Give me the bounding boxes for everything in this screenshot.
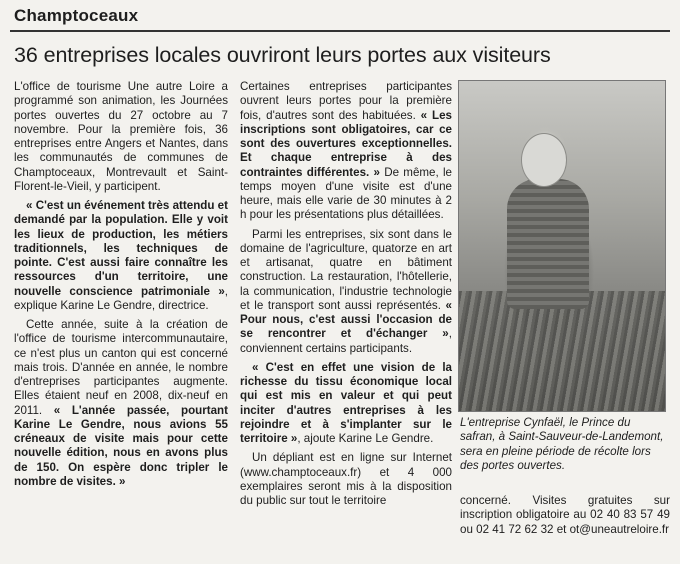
paragraph: Un dépliant est en ligne sur Internet (www.champtoceaux.fr) et 4 000 exemplaires seront mis à la disposition du public sur tout le territoire <box>240 451 452 507</box>
section-heading: Champtoceaux <box>14 6 139 25</box>
paragraph: Certaines entreprises participantes ouvrent leurs portes pour la première fois, d'autres sont des habituées. « Les inscriptions sont obligatoires, car ce sont des ouvertures exceptionnelles. Et chaque entreprise à des contraintes différentes. » De même, le temps moyen d'une visite est d'une heure, mais elle varie de 30 minutes à 2 h pour les présentations plus détaillées. <box>240 80 452 222</box>
photo-caption: L'entreprise Cynfaël, le Prince du safran, à Saint-Sauveur-de-Landemont, sera en pleine période de récolte lors des portes ouvertes. <box>460 416 664 472</box>
photo-person-body <box>507 179 589 309</box>
paragraph: « C'est en effet une vision de la richesse du tissu économique local qui est mis en valeur et qui peut inciter d'autres entreprises à les rejoindre et à s'implanter sur le territoire », ajoute Karine Le Gendre. <box>240 360 452 445</box>
photo-person-head <box>521 133 567 187</box>
photo-saffron-field <box>459 291 665 411</box>
article-continuation: concerné. Visites gratuites sur inscription obligatoire au 02 40 83 57 49 ou 02 41 72 62 32 et ot@uneautreloire.fr <box>460 494 670 536</box>
paragraph: L'office de tourisme Une autre Loire a programmé son animation, les Journées portes ouvertes du 27 octobre au 7 novembre. Pour la première fois, 36 entreprises entre Angers et Nantes, dans les communautés de communes de Champtoceaux, Montrevault et Saint-Florent-le-Vieil, y participent. <box>14 80 228 193</box>
article-column-1 <box>14 80 228 494</box>
heading-rule <box>10 30 670 32</box>
paragraph: Parmi les entreprises, six sont dans le domaine de l'agriculture, quatorze en art et artisanat, quatre en bâtiment construction. La restauration, l'hôtellerie, la communication, l'industrie technologie et le transport sont aussi représentés. « Pour nous, c'est aussi l'occasion de se rencontrer et d'échanger », conviennent certains participants. <box>240 227 452 355</box>
article-photo <box>458 80 666 412</box>
paragraph: « C'est un événement très attendu et demandé par la population. Elle y voit les lieux de production, les métiers traditionnels, les techniques de pointe. C'est aussi faire connaître les ressources d'un territoire, une nouvelle conscience patrimoniale », explique Karine Le Gendre, directrice. <box>14 199 228 312</box>
article-column-2 <box>240 80 452 513</box>
paragraph: Cette année, suite à la création de l'office de tourisme intercommunautaire, ce n'est plus un canton qui est concerné mais trois. D'année en année, le nombre d'entreprises participantes augmente. Elles étaient neuf en 2008, dix-neuf en 2011. « L'année passée, pourtant Karine Le Gendre, nous avions 55 créneaux de visite mais pour cette nouvelle édition, nous en avons plus de 150. On espère donc tripler le nombre de visites. » <box>14 318 228 488</box>
article-headline: 36 entreprises locales ouvriront leurs portes aux visiteurs <box>14 43 551 67</box>
